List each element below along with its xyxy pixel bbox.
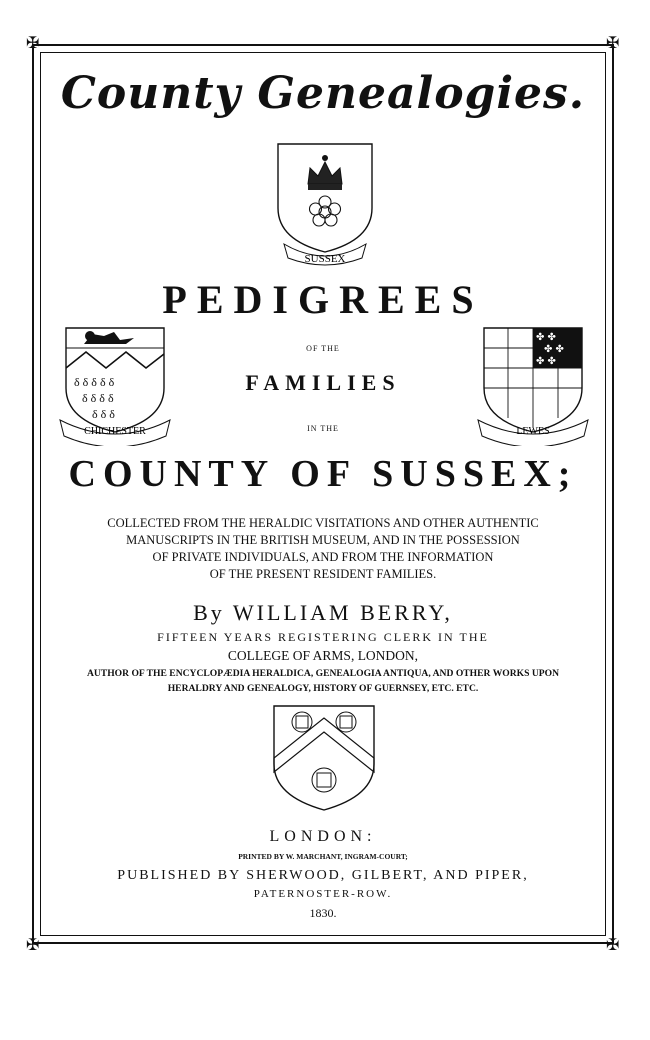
corner-ornament-icon: ✠	[26, 937, 40, 954]
sussex-arms-icon	[270, 140, 380, 268]
lewes-label: LEWES	[516, 426, 550, 437]
author-works-line-2: HERALDRY AND GENEALOGY, HISTORY OF GUERNSEY, ETC. ETC.	[167, 683, 479, 694]
svg-text:δ δ δ δ: δ δ δ δ	[82, 391, 114, 405]
corner-ornament-icon: ✠	[606, 937, 620, 954]
page-title: County Genealogies.	[60, 68, 586, 119]
heading-pedigrees: PEDIGREES	[162, 277, 484, 322]
chichester-label: CHICHESTER	[84, 426, 146, 437]
imprint-year: 1830.	[309, 906, 337, 920]
svg-text:✤ ✤: ✤ ✤	[536, 332, 556, 343]
imprint-publisher: PUBLISHED BY SHERWOOD, GILBERT, AND PIPER,	[117, 868, 529, 883]
corner-ornament-icon: ✠	[26, 35, 40, 52]
collected-line-4: OF THE PRESENT RESIDENT FAMILIES.	[209, 567, 437, 581]
imprint-printer: PRINTED BY W. MARCHANT, INGRAM-COURT;	[238, 852, 408, 861]
sussex-label: SUSSEX	[304, 253, 346, 265]
in-the-text: IN THE	[307, 424, 339, 433]
collected-line-3: OF PRIVATE INDIVIDUALS, AND FROM THE INFORMATION	[152, 550, 494, 564]
imprint-address: PATERNOSTER-ROW.	[253, 888, 393, 900]
imprint-london: LONDON:	[269, 828, 377, 845]
collected-line-2: MANUSCRIPTS IN THE BRITISH MUSEUM, AND IN THE POSSESSION	[126, 533, 520, 547]
collected-line-1: COLLECTED FROM THE HERALDIC VISITATIONS AND OTHER AUTHENTIC	[107, 516, 539, 530]
svg-text:✤ ✤: ✤ ✤	[544, 344, 564, 355]
author-name: By WILLIAM BERRY,	[193, 600, 453, 625]
author-arms-icon	[268, 702, 380, 818]
svg-text:δ δ δ δ δ: δ δ δ δ δ	[74, 375, 115, 389]
corner-ornament-icon: ✠	[606, 35, 620, 52]
author-role-line-1: FIFTEEN YEARS REGISTERING CLERK IN THE	[157, 630, 489, 644]
heading-families: FAMILIES	[245, 370, 401, 395]
svg-text:δ δ δ: δ δ δ	[92, 407, 115, 421]
of-the-text: OF THE	[306, 344, 340, 353]
author-works-line-1: AUTHOR OF THE ENCYCLOPÆDIA HERALDICA, GENEALOGIA ANTIQUA, AND OTHER WORKS UPON	[86, 668, 560, 679]
svg-text:✤ ✤: ✤ ✤	[536, 356, 556, 367]
heading-county: COUNTY OF SUSSEX;	[68, 453, 578, 495]
author-role-line-2: COLLEGE OF ARMS, LONDON,	[227, 648, 419, 663]
